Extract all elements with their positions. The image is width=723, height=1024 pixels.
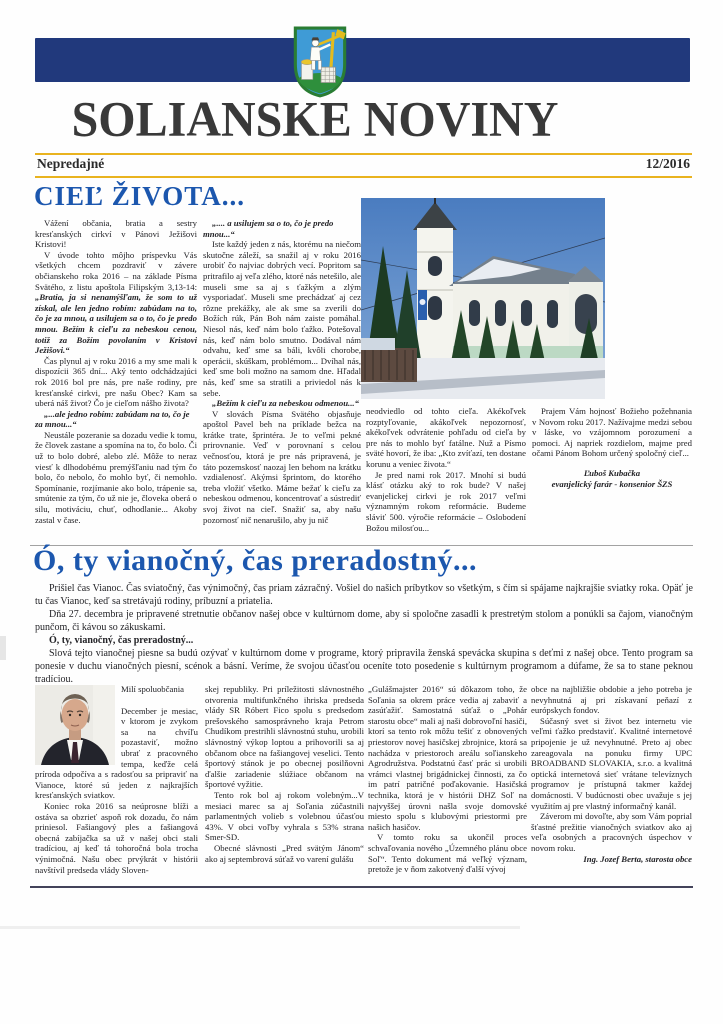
column-subhead: „...ale jedno robím: zabúdam na to, čo je za mnou...“ bbox=[35, 408, 190, 430]
article-ciel-column-1 bbox=[35, 218, 197, 548]
paragraph: neodviedlo od tohto cieľa. Akékoľvek rozptyľovanie, akákoľvek nepozornosť, akékoľvek odvrátenie pohľadu od cieľa by pre nás to mohlo byť fatálne. Nuž a Písmo sväté hovorí, že iba: „Kto zvíťazí, ten dostane korunu a veniec života.“ bbox=[366, 406, 526, 469]
gold-rule-top bbox=[35, 153, 692, 155]
author-name: Ľuboš Kubačka bbox=[583, 467, 641, 478]
article-vianoce-title: Ó, ty vianočný, čas preradostný... bbox=[33, 544, 477, 577]
paragraph: Tento rok bol aj rokom volebným...V mesiaci marec sa aj Soľania zúčastnili parlamentných volieb s volebnou účasťou 43%. V obci voľby vyhrala s 53% strana Smer-SD. bbox=[205, 789, 364, 843]
mayor-portrait-photo bbox=[35, 685, 115, 765]
paragraph: Čas plynul aj v roku 2016 a my sme mali k dispozícii 365 dní... Aký tento odchádzajúci rok 2016 bol pre nás, pre naše rodiny, pre kresťanské cirkvi, pre našu Obec? Kam sa uberá náš život? Čo je cieľom nášho života? bbox=[35, 355, 197, 409]
paragraph: Koniec roka 2016 sa neúprosne blíži a ostáva sa obzrieť aspoň rok dozadu, čo nám priniesol. Fašiangový ples a fašiangová obecná zabíjačka sa už v našej obci stali tradíciou, aj keď tá tohoročná bola trocha výnimočná. Našu obec prvýkrát v histórii navštívil predseda vlády Sloven- bbox=[35, 800, 198, 875]
paragraph: Obecné slávnosti „Pred svätým Jánom“ ako aj septembrová súťaž vo varení gulášu bbox=[205, 842, 364, 864]
gold-rule-bottom bbox=[35, 176, 692, 178]
column-subhead: „Bežím k cieľu za nebeskou odmenou...“ bbox=[212, 398, 359, 409]
paragraph: December je mesiac, v ktorom je zvykom sa na chvíľu pozastaviť, možno ubrať z pracovného tempa, keďže celá príroda odpočíva a s radosťou sa pripraviť na Vianoce, ktoré sú jeden z najkrajších kresťanských sviatkov. bbox=[35, 705, 198, 801]
article-vianoce-subhead: Ó, ty, vianočný, čas preradostný... bbox=[49, 635, 194, 646]
paragraph: Záverom mi dovoľte, aby som Vám poprial šťastné prežitie vianočných sviatkov ako aj veľa osobných a pracovných úspechov v novom roku. bbox=[531, 811, 692, 853]
article-starosta-column-4 bbox=[531, 684, 692, 880]
masthead-info-row bbox=[37, 156, 690, 172]
paragraph: Je pred nami rok 2017. Mnohí si budú klásť otázku aký to rok bude? V našej evanjelickej cirkvi je rok 2017 veľmi významným rokom reformácie. Budeme sláviť 500. výročie reformácie – Oslobodení Božou milosťou... bbox=[366, 469, 526, 533]
scan-artifact bbox=[0, 636, 6, 660]
page-bottom-rule bbox=[30, 886, 693, 888]
paragraph bbox=[35, 250, 197, 356]
article-ciel-column-4 bbox=[532, 406, 692, 548]
not-for-sale-label: Nepredajné bbox=[37, 156, 105, 171]
salutation: Milí spoluobčania bbox=[121, 684, 184, 694]
scan-artifact bbox=[0, 926, 520, 929]
paragraph: V tomto roku sa ukončil proces schvaľovania nového „Územného plánu obce Soľ“. Tento dokument má veľký význam, pretože je v ňom zakotvený ďalší vývoj bbox=[368, 832, 527, 875]
paragraph: Prajem Vám hojnosť Božieho požehnania v Novom roku 2017. Nažívajme medzi sebou v láske, vo vzájomnom porozumení a pomoci. Aj napriek rozdielom, majme pred očami Pánom Bohom určený spoločný cieľ... bbox=[532, 406, 692, 459]
paragraph: Slová tejto vianočnej piesne sa budú ozývať v kultúrnom dome v programe, ktorý pripravila ženská spevácka skupina s deťmi z našej obce. Tento program sa ponesie v duchu vianočných piesní, scénok a básní. Veríme, že svojou účasťou oceníte toto posedenie s kultúrnym programom a dúfame, že sa to stane peknou tradíciou. bbox=[35, 648, 693, 685]
article-vianoce-body bbox=[35, 582, 693, 685]
mayor-signature: Ing. Jozef Berta, starosta obce bbox=[583, 853, 692, 864]
paragraph: Iste každý jeden z nás, ktorému na niečom skutočne záleží, sa snažil aj v roku 2016 urobiť čo najviac dobrých vecí. Popritom sa pritrafilo aj veľa zlého, ktoré nás netešilo, ale museli sme sa aj s ťažkým a zlým vysporiadať. Museli sme prechádzať aj cez rôzne prekážky, ale ak sme sa zverili do Božích rúk, Pán Boh nám zaiste pomáhal. Niesol nás, keď nám bolo ťažko. Potešoval nás, keď nám bolo smutno. Dodával nám odvahu, keď sme sa báli, kvôli chorobe, operácii, skúškam, problémom... Dvíhal nás, keď sme boli možno na samom dne. Hľadal nás, keď sme sa stratili a priviedol nás k sebe. bbox=[203, 239, 361, 398]
paragraph: obce na najbližšie obdobie a jeho potreba je nevyhnutná aj pri získavaní peňazí z európskych fondov. bbox=[531, 684, 692, 716]
column-subhead: „.... a usilujem sa o to, čo je predo mnou...“ bbox=[203, 218, 334, 239]
church-photo bbox=[361, 198, 605, 399]
paragraph: V slovách Písma Svätého objasňuje apoštol Pavel beh na príklade bežca na krátke trate, šprintéra. Je to veľmi pekné prirovnanie. Veď v porovnaní s celou večnosťou, ktorá je pre nás pripravená, je táto pozemskosť naozaj len behom na krátku vzdialenosť. Akýmsi šprintom, do ktorého treba vložiť všetko. Máme bežať k cieľu za nebeskou odmenou, koncentrovať a sústrediť svoj život na cieľ. Snažiť sa, aby našu pozornosť nič nenarušilo, aby ju nič bbox=[203, 408, 361, 525]
author-signature bbox=[532, 468, 692, 489]
paragraph: Dňa 27. decembra je pripravené stretnutie občanov našej obce v kultúrnom dome, aby si spoločne zasadli k prestretým stolom a ponúkli sa čajom, vianočným punčom, či kávou so zákuskami. bbox=[35, 609, 693, 633]
paragraph: skej republiky. Pri príležitosti slávnostného otvorenia multifunkčného ihriska predseda vlády SR Róbert Fico spolu s predsedom prešovského samosprávneho kraja Petrom Chudíkom prestrihli slávnostnú stuhu, urobili slávnostný výkop loptou a prihovorili sa aj občanom obce na fašiangovej veselici. Tento športový stánok je po obecnej posilňovni ďalšie zariadenie slúžiace občanom na športové vyžitie. bbox=[205, 684, 364, 790]
paragraph: Vážení občania, bratia a sestry kresťanských cirkví v Pánovi Ježišovi Kristovi! bbox=[35, 218, 197, 250]
paragraph-text: V úvode tohto môjho príspevku Vás všetkých chcem pozdraviť v závere občianskeho roka 2016 – na základe Písma Svätého, z listu apoštola Filipským 3,13-14: bbox=[35, 249, 197, 292]
paragraph: Neustále pozeranie sa dozadu vedie k tomu, že človek zastane a spomína na to, čo bolo. Či už to bolo dobré, alebo zlé. Môže to neraz viesť k dlhodobému premýšľaniu nad tým čo bolo, čo nebolo, čo mohlo byť, či nemohlo. Spomínanie, rozjímanie ako bolo, trápenie sa, smútenie za tým, čo už nie je, človeka oberá o silu, motiváciu, chuť, odhodlanie... Akoby zastal v čase. bbox=[35, 429, 197, 525]
article-ciel-title: CIEĽ ŽIVOTA... bbox=[34, 181, 246, 211]
village-coat-of-arms-icon bbox=[292, 25, 348, 99]
article-starosta-column-2 bbox=[205, 684, 364, 880]
article-starosta-column-3 bbox=[368, 684, 527, 880]
article-ciel-column-3 bbox=[366, 406, 526, 548]
article-ciel-column-2 bbox=[203, 218, 361, 548]
issue-number: 12/2016 bbox=[645, 156, 690, 171]
paragraph: Prišiel čas Vianoc. Čas sviatočný, čas výnimočný, čas priam zázračný. Vošiel do našich príbytkov so všetkým, s čím si spájame najkrajšie sviatky roka. Opäť je tu čas Vianoc, keď sa stretávajú rodiny, príbuzní a priatelia. bbox=[35, 583, 693, 607]
masthead-banner bbox=[35, 38, 690, 82]
newspaper-title: SOLIANSKE NOVINY bbox=[71, 91, 559, 148]
article-starosta-column-1 bbox=[35, 684, 198, 880]
paragraph: „Gulášmajster 2016“ sú dôkazom toho, že Soľania sa okrem práce vedia aj zabaviť a zasúťažiť. Samostatná súťaž o „Pohár starostu obce“ mali aj naši dobrovoľní hasiči, ktorí sa tento rok môžu tešiť z obnovených priestorov novej hasičskej zbrojnice, ktorá sa nachádza v priestoroch areálu soľianskeho Agrodružstva. Podstatnú časť prác si urobili vrámci vlastnej brigádnickej činnosti, za čo im patrí patričné poďakovanie. Hasičská technika, ktorá je v histórii DHZ Soľ na najvyššej úrovni našla svoje domovské miesto spolu s klubovými priestormi pre našich hasičov. bbox=[368, 684, 527, 832]
paragraph: Súčasný svet si život bez internetu vie veľmi ťažko predstaviť. Kvalitné internetové pripojenie je už nevyhnutné. Preto aj obec zareagovala na ponuku firmy UPC BROADBAND SLOVAKIA, s.r.o. a kvalitná optická internetová sieť vrátane televíznych programov je prístupná takmer každej domácnosti. V budúcnosti obec uvažuje s jej využitím aj pre vlastný informačný kanál. bbox=[531, 715, 692, 811]
bible-quote: „Bratia, ja si nenamýšľam, že som to už získal, ale len jedno robím: zabúdam na to, čo je za mnou, a usilujem sa o to, čo je predo mnou. Bežím k cieľu za nebeskou cenou, totiž za Božím povolaním v Kristovi Ježišovi.“ bbox=[35, 292, 197, 356]
author-role: evanjelický farár - konsenior ŠZS bbox=[551, 478, 673, 489]
